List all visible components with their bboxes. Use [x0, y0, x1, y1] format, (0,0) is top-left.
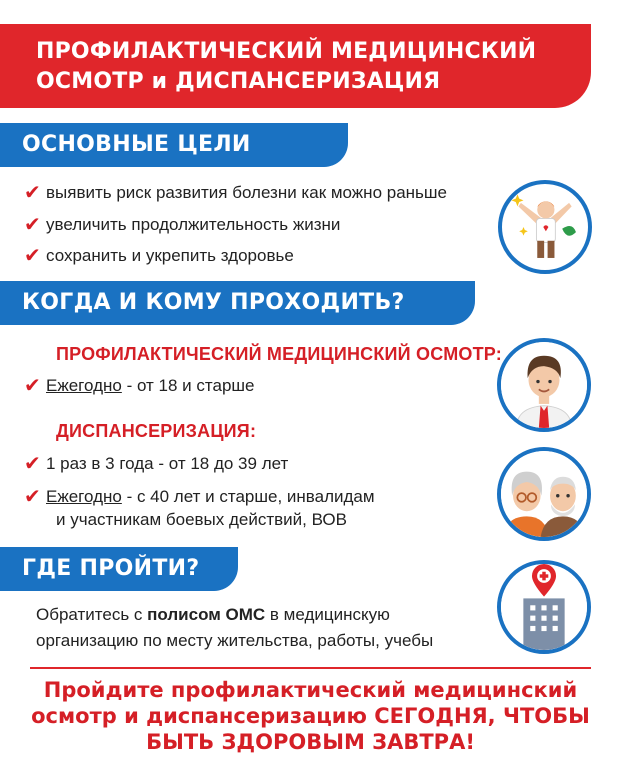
checkup-item-frequency: Ежегодно	[46, 376, 122, 395]
check-icon: ✔	[24, 180, 41, 204]
goal-item-text: сохранить и укрепить здоровье	[46, 246, 294, 265]
happy-person-icon	[498, 180, 592, 274]
where-text-before: Обратитесь с	[36, 605, 148, 624]
goal-item	[24, 180, 447, 204]
cta-line-2: осмотр и диспансеризацию СЕГОДНЯ, ЧТОБЫ	[31, 704, 590, 728]
checkup-item-text: - от 18 и старше	[121, 376, 255, 395]
subheading-checkup: ПРОФИЛАКТИЧЕСКИЙ МЕДИЦИНСКИЙ ОСМОТР:	[56, 344, 502, 364]
where-text-bold: полисом ОМС	[147, 605, 266, 624]
check-icon: ✔	[24, 484, 41, 508]
title-banner	[0, 24, 591, 108]
young-man-icon	[497, 338, 591, 432]
check-icon: ✔	[24, 243, 41, 267]
checkup-item	[24, 373, 255, 397]
dispensary-item-frequency: Ежегодно	[46, 487, 122, 506]
call-to-action	[0, 677, 621, 755]
check-icon: ✔	[24, 212, 41, 236]
cta-line-1: Пройдите профилактический медицинский	[43, 678, 578, 702]
cta-line-3: БЫТЬ ЗДОРОВЫМ ЗАВТРА!	[146, 730, 475, 754]
divider	[30, 667, 591, 669]
section-header-goals: ОСНОВНЫЕ ЦЕЛИ	[0, 123, 348, 167]
section-header-when: КОГДА И КОМУ ПРОХОДИТЬ?	[0, 281, 475, 325]
where-text-after: в медицинскую	[265, 605, 390, 624]
goal-item-text: выявить риск развития болезни как можно раньше	[46, 183, 447, 202]
where-text	[36, 602, 433, 654]
goal-item	[24, 212, 340, 236]
elderly-couple-icon	[497, 447, 591, 541]
where-text-line-2: организацию по месту жительства, работы, учебы	[36, 631, 434, 650]
check-icon: ✔	[24, 451, 41, 475]
dispensary-item	[24, 484, 375, 508]
subheading-dispensary: ДИСПАНСЕРИЗАЦИЯ:	[56, 421, 257, 441]
title-line-2: ОСМОТР и ДИСПАНСЕРИЗАЦИЯ	[36, 69, 441, 94]
check-icon: ✔	[24, 373, 41, 397]
goal-item	[24, 243, 294, 267]
section-header-where: ГДЕ ПРОЙТИ?	[0, 547, 238, 591]
title-line-1: ПРОФИЛАКТИЧЕСКИЙ МЕДИЦИНСКИЙ	[36, 39, 537, 64]
goal-item-text: увеличить продолжительность жизни	[46, 215, 341, 234]
dispensary-item-text: 1 раз в 3 года - от 18 до 39 лет	[46, 454, 289, 473]
dispensary-item-continuation: и участникам боевых действий, ВОВ	[56, 510, 347, 529]
dispensary-item	[24, 451, 288, 475]
dispensary-item-text: - с 40 лет и старше, инвалидам	[121, 487, 375, 506]
hospital-building-icon	[497, 560, 591, 654]
